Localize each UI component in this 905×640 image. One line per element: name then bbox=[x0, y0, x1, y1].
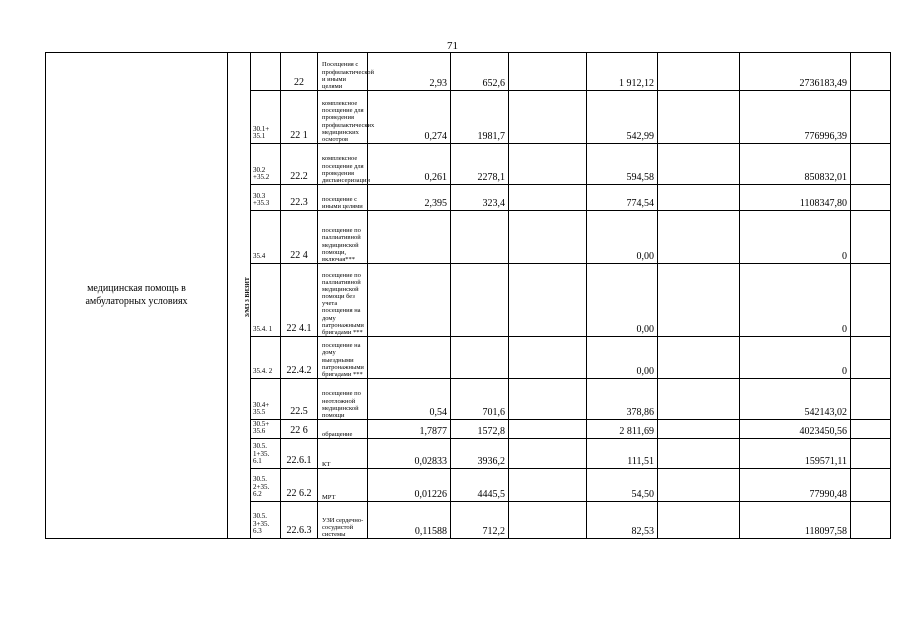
row-number: 22 6 bbox=[281, 420, 318, 439]
value-empty-2 bbox=[658, 420, 740, 439]
value-empty-3 bbox=[851, 185, 891, 211]
value-cost: 4445,5 bbox=[451, 469, 509, 502]
tariff-table bbox=[45, 52, 891, 539]
value-empty-1 bbox=[509, 53, 587, 91]
row-number: 22.5 bbox=[281, 379, 318, 420]
row-description: посещение по неотложной медицинской помощи bbox=[318, 379, 368, 420]
value-rate: 0,54 bbox=[368, 379, 451, 420]
value-total: 850832,01 bbox=[740, 144, 851, 185]
value-per-capita: 1 912,12 bbox=[587, 53, 658, 91]
value-rate: 0,261 bbox=[368, 144, 451, 185]
value-empty-2 bbox=[658, 469, 740, 502]
row-code: 30.4+ 35.5 bbox=[251, 379, 281, 420]
value-empty-2 bbox=[658, 144, 740, 185]
value-per-capita: 0,00 bbox=[587, 337, 658, 379]
value-empty-3 bbox=[851, 379, 891, 420]
vertical-label-cell bbox=[228, 53, 251, 539]
row-description: УЗИ сердечно-сосудистой системы bbox=[318, 502, 368, 539]
value-empty-1 bbox=[509, 469, 587, 502]
page-number: 71 bbox=[447, 40, 458, 52]
value-empty-1 bbox=[509, 144, 587, 185]
row-code: 30.2 +35.2 bbox=[251, 144, 281, 185]
row-number: 22.6.3 bbox=[281, 502, 318, 539]
value-cost: 1981,7 bbox=[451, 91, 509, 144]
value-total: 4023450,56 bbox=[740, 420, 851, 439]
value-empty-2 bbox=[658, 53, 740, 91]
row-number: 22.2 bbox=[281, 144, 318, 185]
value-total: 159571,11 bbox=[740, 439, 851, 469]
value-empty-2 bbox=[658, 185, 740, 211]
value-total: 1108347,80 bbox=[740, 185, 851, 211]
value-empty-3 bbox=[851, 337, 891, 379]
value-empty-2 bbox=[658, 264, 740, 337]
value-cost: 323,4 bbox=[451, 185, 509, 211]
value-empty-3 bbox=[851, 144, 891, 185]
row-code: 35.4. 1 bbox=[251, 264, 281, 337]
row-code: 30.1+ 35.1 bbox=[251, 91, 281, 144]
value-cost: 712,2 bbox=[451, 502, 509, 539]
value-per-capita: 0,00 bbox=[587, 211, 658, 264]
value-rate: 2,395 bbox=[368, 185, 451, 211]
value-total: 776996,39 bbox=[740, 91, 851, 144]
row-description: посещение с иными целями bbox=[318, 185, 368, 211]
row-number: 22.6.1 bbox=[281, 439, 318, 469]
value-total: 0 bbox=[740, 211, 851, 264]
row-code: 35.4. 2 bbox=[251, 337, 281, 379]
table-row bbox=[46, 53, 891, 91]
value-empty-3 bbox=[851, 439, 891, 469]
value-total: 0 bbox=[740, 337, 851, 379]
value-per-capita: 111,51 bbox=[587, 439, 658, 469]
value-total: 542143,02 bbox=[740, 379, 851, 420]
value-cost bbox=[451, 337, 509, 379]
value-rate: 1,7877 bbox=[368, 420, 451, 439]
value-total: 118097,58 bbox=[740, 502, 851, 539]
value-rate bbox=[368, 337, 451, 379]
value-empty-2 bbox=[658, 439, 740, 469]
section-label: медицинская помощь в амбулаторных условиях bbox=[46, 53, 228, 539]
value-empty-2 bbox=[658, 211, 740, 264]
value-total: 2736183,49 bbox=[740, 53, 851, 91]
value-cost: 652,6 bbox=[451, 53, 509, 91]
row-code: 30.5+ 35.6 bbox=[251, 420, 281, 439]
value-rate bbox=[368, 264, 451, 337]
row-description: МРТ bbox=[318, 469, 368, 502]
value-total: 77990,48 bbox=[740, 469, 851, 502]
value-per-capita: 54,50 bbox=[587, 469, 658, 502]
value-empty-1 bbox=[509, 420, 587, 439]
value-cost bbox=[451, 211, 509, 264]
row-description: комплексное посещение для проведения профилактических медицинских осмотров bbox=[318, 91, 368, 144]
value-rate: 0,274 bbox=[368, 91, 451, 144]
value-per-capita: 594,58 bbox=[587, 144, 658, 185]
value-empty-1 bbox=[509, 439, 587, 469]
row-number: 22.3 bbox=[281, 185, 318, 211]
value-total: 0 bbox=[740, 264, 851, 337]
row-number: 22.4.2 bbox=[281, 337, 318, 379]
row-code: 30.3 +35.3 bbox=[251, 185, 281, 211]
value-empty-3 bbox=[851, 264, 891, 337]
value-per-capita: 542,99 bbox=[587, 91, 658, 144]
row-description: КТ bbox=[318, 439, 368, 469]
value-empty-1 bbox=[509, 185, 587, 211]
value-empty-3 bbox=[851, 502, 891, 539]
value-empty-1 bbox=[509, 91, 587, 144]
row-description: обращение bbox=[318, 420, 368, 439]
value-per-capita: 378,86 bbox=[587, 379, 658, 420]
row-description: Посещения с профилактической и иными целями bbox=[318, 53, 368, 91]
value-empty-2 bbox=[658, 379, 740, 420]
row-description: посещение по паллиативной медицинской помощи, включая*** bbox=[318, 211, 368, 264]
value-per-capita: 774,54 bbox=[587, 185, 658, 211]
value-empty-2 bbox=[658, 337, 740, 379]
value-rate: 0,01226 bbox=[368, 469, 451, 502]
value-rate: 0,11588 bbox=[368, 502, 451, 539]
value-empty-1 bbox=[509, 379, 587, 420]
value-empty-3 bbox=[851, 53, 891, 91]
value-empty-1 bbox=[509, 337, 587, 379]
row-code: 35.4 bbox=[251, 211, 281, 264]
row-code: 30.5. 1+35. 6.1 bbox=[251, 439, 281, 469]
value-per-capita: 0,00 bbox=[587, 264, 658, 337]
value-cost bbox=[451, 264, 509, 337]
value-per-capita: 2 811,69 bbox=[587, 420, 658, 439]
value-empty-3 bbox=[851, 91, 891, 144]
value-empty-2 bbox=[658, 91, 740, 144]
value-empty-2 bbox=[658, 502, 740, 539]
value-rate bbox=[368, 211, 451, 264]
value-per-capita: 82,53 bbox=[587, 502, 658, 539]
value-cost: 701,6 bbox=[451, 379, 509, 420]
value-empty-3 bbox=[851, 469, 891, 502]
value-rate: 0,02833 bbox=[368, 439, 451, 469]
row-number: 22 4 bbox=[281, 211, 318, 264]
value-cost: 3936,2 bbox=[451, 439, 509, 469]
row-description: посещение по паллиативной медицинской помощи без учета посещения на дому патронажными бригадами *** bbox=[318, 264, 368, 337]
value-empty-3 bbox=[851, 211, 891, 264]
value-cost: 1572,8 bbox=[451, 420, 509, 439]
row-description: комплексное посещение для проведения диспансеризации bbox=[318, 144, 368, 185]
value-rate: 2,93 bbox=[368, 53, 451, 91]
value-empty-1 bbox=[509, 264, 587, 337]
row-number: 22 6.2 bbox=[281, 469, 318, 502]
row-description: посещение на дому выездными патронажными бригадами *** bbox=[318, 337, 368, 379]
value-empty-1 bbox=[509, 211, 587, 264]
row-code: 30.5. 2+35. 6.2 bbox=[251, 469, 281, 502]
value-cost: 2278,1 bbox=[451, 144, 509, 185]
row-number: 22 bbox=[281, 53, 318, 91]
row-code bbox=[251, 53, 281, 91]
row-number: 22 1 bbox=[281, 91, 318, 144]
vertical-label: З/МЗ 3 ВИЗИТ bbox=[244, 276, 251, 318]
row-number: 22 4.1 bbox=[281, 264, 318, 337]
row-code: 30.5. 3+35. 6.3 bbox=[251, 502, 281, 539]
value-empty-1 bbox=[509, 502, 587, 539]
value-empty-3 bbox=[851, 420, 891, 439]
